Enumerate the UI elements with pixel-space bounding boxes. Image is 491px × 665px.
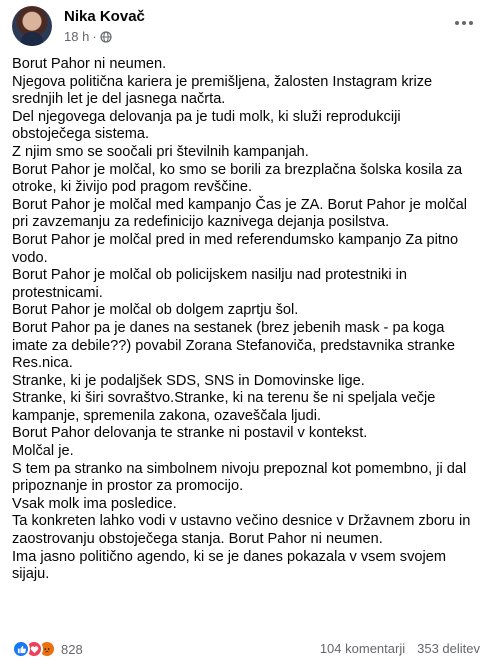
meta-separator: ·	[92, 29, 97, 44]
post-paragraph: Borut Pahor ni neumen.	[12, 56, 167, 72]
post-paragraph: Borut Pahor je molčal, ko smo se borili za brezplačna šolska kosila za otroke, ki živijo pod pragom revščine.	[12, 161, 463, 196]
post-paragraph: Borut Pahor je molčal pred in med referendumsko kampanjo Za pitno vodo.	[12, 231, 459, 266]
globe-icon	[100, 31, 112, 43]
post-paragraph: Stranke, ki širi sovraštvo.Stranke, ki na terenu še ni speljala večje kampanje, spremenila zakona, ozaveščala ljudi.	[12, 390, 436, 424]
author-name[interactable]: Nika Kovač	[64, 8, 145, 25]
post-paragraph: Del njegovega delovanja pa je tudi molk, ki služi reprodukciji obstoječega sistema.	[12, 108, 401, 143]
post-paragraph: Molčal je.	[12, 443, 74, 460]
post-paragraph: S tem pa stranko na simbolnem nivoju prepoznal kot pomembno, ji dal pripoznanje in prostor za promocijo.	[12, 460, 467, 495]
post-paragraph: Ima jasno politično agendo, ki se je danes pokazala v vsem svojem sijaju.	[12, 548, 446, 583]
reaction-count: 828	[61, 641, 83, 657]
post-paragraph: Borut Pahor je molčal ob dolgem zaprtju šol.	[12, 302, 299, 319]
post-paragraph: Borut Pahor je molčal med kampanjo Čas je ZA. Borut Pahor je molčal pri zavzemanju za redefinicijo kaznivega dejanja posilstva.	[12, 196, 468, 231]
post-paragraph: Z njim smo se soočali pri številnih kampanjah.	[12, 143, 309, 160]
post-paragraph: Njegova politična kariera je premišljena, žalosten Instagram krize srednjih let je del jasnega načrta.	[12, 73, 433, 108]
post-header	[12, 6, 479, 50]
post-text	[12, 56, 482, 584]
shares-count[interactable]: 353 delitev	[417, 641, 480, 656]
post-footer	[12, 640, 480, 660]
post-time[interactable]: 18 h	[64, 29, 90, 44]
like-icon	[12, 640, 30, 658]
post-paragraph: Borut Pahor pa je danes na sestanek (brez jebenih mask - pa koga imate za debile??) povabil Zorana Stefanoviča, predstavnika stranke Res.nica.	[12, 319, 455, 372]
post-stats	[320, 641, 480, 656]
post-paragraph: Stranke, ki je podaljšek SDS, SNS in Domovinske lige.	[12, 372, 365, 389]
post-paragraph: Vsak molk ima posledice.	[12, 495, 177, 512]
reactions-summary[interactable]	[12, 640, 83, 658]
post-paragraph: Borut Pahor delovanja te stranke ni postavil v kontekst.	[12, 425, 368, 442]
post-meta	[64, 29, 112, 44]
author-avatar[interactable]	[12, 6, 52, 46]
more-options-icon[interactable]	[449, 8, 479, 38]
post-paragraph: Borut Pahor je molčal ob policijskem nasilju nad protestniki in protestnicami.	[12, 267, 408, 301]
comments-count[interactable]: 104 komentarji	[319, 641, 406, 656]
post-paragraph: Ta konkreten lahko vodi v ustavno večino desnice v Državnem zboru in zaostrovanju obstoječega stanja. Borut Pahor ni neumen.	[12, 513, 471, 548]
